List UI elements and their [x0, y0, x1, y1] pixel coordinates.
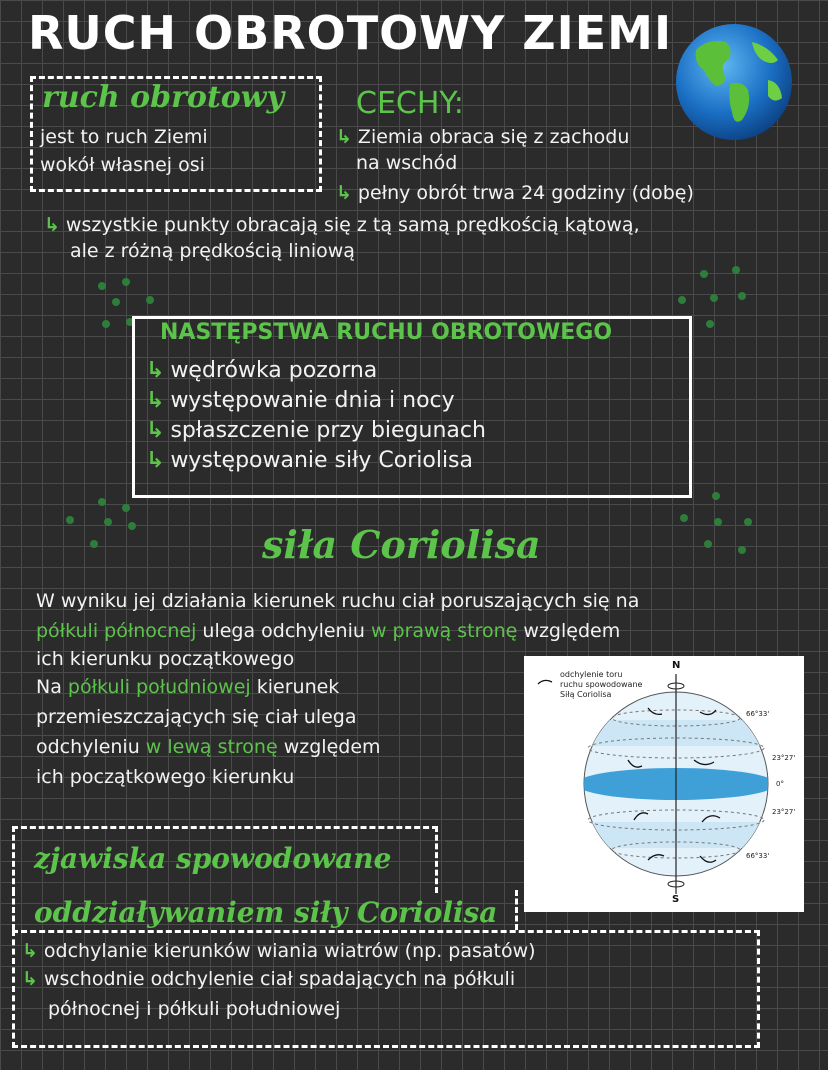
feature-item-1	[336, 124, 629, 150]
phenomena-heading-1: zjawiska spowodowane	[34, 842, 392, 875]
highlight-right: w prawą stronę	[370, 620, 518, 642]
features-heading: CECHY:	[356, 86, 464, 121]
legend-text: Siłą Coriolisa	[560, 690, 612, 699]
coriolis-p2-line3	[36, 734, 381, 760]
list-item-text: występowanie dnia i nocy	[170, 388, 455, 413]
arrow-icon: ↳	[146, 448, 165, 473]
legend-text: ruchu spowodowane	[560, 680, 643, 689]
arrow-icon: ↳	[44, 214, 60, 236]
list-item-text: występowanie siły Coriolisa	[170, 448, 474, 473]
highlight-left: w lewą stronę	[145, 736, 278, 758]
list-item-text: spłaszczenie przy biegunach	[170, 418, 486, 443]
arrow-icon: ↳	[336, 182, 352, 204]
north-label: N	[672, 660, 681, 671]
consequences-list	[146, 356, 486, 476]
feature-item-3-cont: ale z różną prędkością liniową	[70, 240, 355, 262]
coriolis-p1-line1: W wyniku jej działania kierunek ruchu ciał poruszających się na	[36, 590, 640, 612]
feature-item-3-text: wszystkie punkty obracają się z tą samą prędkością kątową,	[65, 214, 640, 236]
highlight-southern: półkuli południowej	[67, 676, 251, 698]
definition-line-1: jest to ruch Ziemi	[40, 126, 208, 148]
arrow-icon: ↳	[146, 358, 165, 383]
text: ulega odchyleniu	[196, 620, 371, 642]
coriolis-heading: siła Coriolisa	[262, 522, 541, 567]
arrow-icon: ↳	[146, 418, 165, 443]
list-item-text: wędrówka pozorna	[170, 358, 378, 383]
arrow-icon: ↳	[22, 968, 38, 990]
latitude-label: 23°27'	[772, 808, 796, 816]
list-item	[146, 386, 486, 416]
feature-item-3	[44, 212, 640, 238]
coriolis-p1-line3: ich kierunku początkowego	[36, 648, 295, 670]
phenomena-item-2-text: wschodnie odchylenie ciał spadających na półkuli	[43, 968, 516, 990]
latitude-label: 0°	[776, 780, 784, 788]
feature-item-1-cont: na wschód	[356, 152, 458, 174]
legend-text: odchylenie toru	[560, 670, 623, 679]
coriolis-p2-line2: przemieszczających się ciał ulega	[36, 706, 357, 728]
highlight-northern: półkuli północnej	[36, 620, 197, 642]
text: względem	[277, 736, 381, 758]
coriolis-p2-line1	[36, 674, 339, 700]
phenomena-heading-2: oddziaływaniem siły Coriolisa	[34, 896, 498, 929]
earth-globe-icon	[668, 20, 800, 144]
coriolis-p2-line4: ich początkowego kierunku	[36, 766, 295, 788]
text: odchyleniu	[36, 736, 146, 758]
latitude-label: 66°33'	[746, 710, 770, 718]
south-label: S	[672, 894, 680, 905]
arrow-icon: ↳	[146, 388, 165, 413]
phenomena-item-2	[22, 966, 515, 992]
latitude-label: 66°33'	[746, 852, 770, 860]
list-item	[146, 446, 486, 476]
diagram-legend	[560, 670, 642, 700]
list-item	[146, 416, 486, 446]
page-title: RUCH OBROTOWY ZIEMI	[28, 6, 673, 60]
phenomena-item-1-text: odchylanie kierunków wiania wiatrów (np. pasatów)	[43, 940, 536, 962]
definition-line-2: wokół własnej osi	[40, 154, 205, 176]
text: kierunek	[250, 676, 340, 698]
arrow-icon: ↳	[336, 126, 352, 148]
definition-heading: ruch obrotowy	[42, 80, 285, 115]
coriolis-diagram	[524, 656, 804, 912]
latitude-label: 23°27'	[772, 754, 796, 762]
coriolis-p1-line2	[36, 618, 620, 644]
feature-item-2-text: pełny obrót trwa 24 godziny (dobę)	[357, 182, 694, 204]
phenomena-item-2-cont: północnej i półkuli południowej	[48, 998, 341, 1020]
phenomena-item-1	[22, 938, 536, 964]
consequences-heading: NASTĘPSTWA RUCHU OBROTOWEGO	[160, 320, 613, 345]
text: Na	[36, 676, 68, 698]
feature-item-1-text: Ziemia obraca się z zachodu	[357, 126, 630, 148]
text: względem	[517, 620, 621, 642]
arrow-icon: ↳	[22, 940, 38, 962]
list-item	[146, 356, 486, 386]
feature-item-2	[336, 180, 694, 206]
